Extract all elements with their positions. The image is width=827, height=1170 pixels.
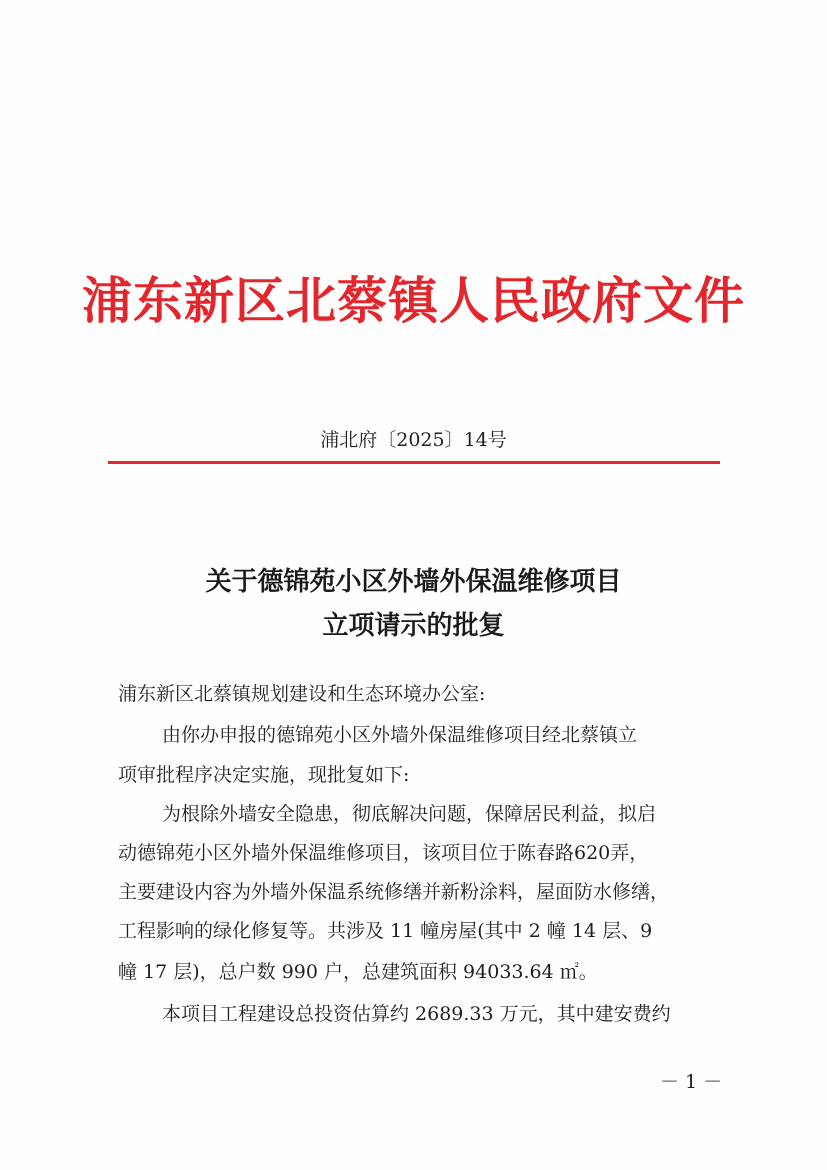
- paragraph-2-line-2: 动德锦苑小区外墙外保温维修项目，该项目位于陈春路620弄，: [118, 842, 649, 864]
- paragraph-2-line-3: 主要建设内容为外墙外保温系统修缮并新粉涂料，屋面防水修缮，: [118, 881, 670, 903]
- paragraph-2-line-4: 工程影响的绿化修复等。共涉及 11 幢房屋(其中 2 幢 14 层、9: [118, 920, 653, 942]
- paragraph-3-line-1: 本项目工程建设总投资估算约 2689.33 万元，其中建安费约: [162, 1003, 671, 1025]
- paragraph-1-line-2: 项审批程序决定实施，现批复如下:: [118, 764, 410, 786]
- paragraph-1-line-1: 由你办申报的德锦苑小区外墙外保温维修项目经北蔡镇立: [162, 724, 638, 746]
- addressee: 浦东新区北蔡镇规划建设和生态环境办公室:: [118, 683, 486, 705]
- red-divider-line: [108, 461, 720, 464]
- document-number: 浦北府〔2025〕14号: [320, 429, 507, 451]
- page-number: － 1 －: [660, 1071, 723, 1093]
- document-title-line-2: 立项请示的批复: [322, 611, 505, 641]
- document-title-line-1: 关于德锦苑小区外墙外保温维修项目: [205, 567, 622, 597]
- paragraph-2-line-5: 幢 17 层)，总户数 990 户，总建筑面积 94033.64 ㎡。: [118, 961, 598, 983]
- document-header-title: 浦东新区北蔡镇人民政府文件: [82, 271, 745, 330]
- paragraph-2-line-1: 为根除外墙安全隐患，彻底解决问题，保障居民利益，拟启: [162, 803, 657, 825]
